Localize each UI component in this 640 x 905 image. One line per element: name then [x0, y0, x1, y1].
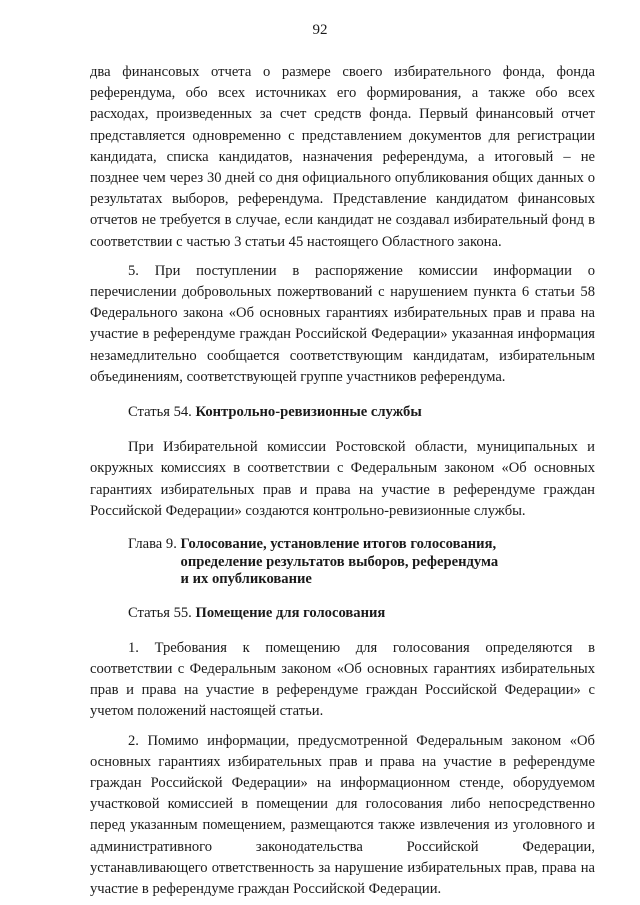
paragraph-continuation: два финансовых отчета о размере своего избирательного фонда, фонда референдума, обо всех источниках его формирования, а также обо всех расходах, произведенных за счет средств фонда. Первый финансовый отчет представляется одновременно с представлением документов для регистрации кандидата, списка кандидатов, назначения референдума, а итоговый – не позднее чем через 30 дней со дня официального опубликования общих данных о результатах выборов, референдума. Представление кандидатом финансовых отчетов не требуется в случае, если кандидат не создавал избирательный фонд в соответствии с частью 3 статьи 45 настоящего Областного закона.	[90, 64, 595, 250]
page-number: 92	[312, 22, 328, 38]
chapter-9-heading	[90, 536, 595, 589]
article-54-title: Контрольно-ревизионные службы	[195, 404, 422, 421]
article-55-label: Статья 55.	[128, 604, 196, 621]
article-54-label: Статья 54.	[128, 404, 196, 421]
paragraph-article-54: При Избирательной комиссии Ростовской области, муниципальных и окружных комиссиях в соответствии с Федеральным законом «Об основных гарантиях избирательных прав и права на участие в референдуме граждан Российской Федерации» создаются контрольно-ревизионные службы.	[90, 439, 595, 519]
chapter-9-title-line-3: и их опубликование	[180, 571, 312, 588]
chapter-9-title	[181, 536, 499, 589]
article-55-heading	[90, 603, 595, 624]
chapter-9-label: Глава 9.	[128, 536, 181, 553]
chapter-9-title-line-1: Голосование, установление итогов голосования,	[180, 536, 497, 553]
article-55-title: Помещение для голосования	[195, 604, 386, 621]
chapter-9-title-line-2: определение результатов выборов, референдума	[180, 553, 499, 570]
paragraph-item-5: 5. При поступлении в распоряжение комиссии информации о перечислении добровольных пожертвований с нарушением пункта 6 статьи 58 Федерального закона «Об основных гарантиях избирательных прав и права на участие в референдуме граждан Российской Федерации» указанная информация незамедлительно сообщается соответствующим кандидатам, избирательным объединениям, соответствующей группе участников референдума.	[90, 262, 595, 385]
paragraph-item-1: 1. Требования к помещению для голосования определяются в соответствии с Федеральным законом «Об основных гарантиях избирательных прав и права на участие в референдуме граждан Российской Федерации» с учетом положений настоящей статьи.	[90, 639, 595, 720]
article-54-heading	[90, 402, 595, 423]
page-content	[90, 62, 595, 900]
paragraph-item-2: 2. Помимо информации, предусмотренной Федеральным законом «Об основных гарантиях избирательных прав и права на участие в референдуме граждан Российской Федерации» на информационном стенде, оборудуемом участковой комиссией в помещении для голосования либо непосредственно перед указанным помещением, размещаются также извлечения из уголовного и административного законодательства Российской Федерации, устанавливающего ответственность за нарушение избирательных прав, права на участие в референдуме граждан Российской Федерации.	[90, 732, 595, 897]
